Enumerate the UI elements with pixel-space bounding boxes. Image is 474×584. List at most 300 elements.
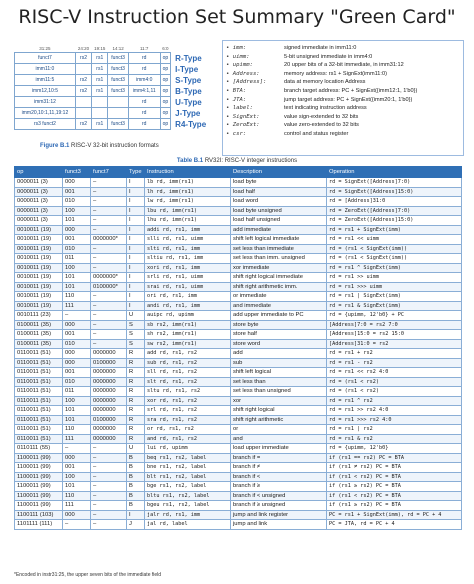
format-field: op <box>160 53 171 64</box>
legend-definition: signed immediate in imm11:0 <box>284 45 357 51</box>
table-row <box>15 178 462 188</box>
table-cell: R <box>127 387 145 397</box>
table-cell: shift left logical immediate <box>231 235 327 245</box>
table-cell: sll rd, rs1, rs2 <box>145 368 231 378</box>
table-cell: rd = [Address]31:0 <box>327 197 462 207</box>
legend-term: • label: <box>226 105 253 112</box>
table-cell: I <box>127 273 145 283</box>
table-cell: rd = rs1 & rs2 <box>327 434 462 444</box>
table-cell: branch if < unsigned <box>231 491 327 501</box>
legend-definition: text indicating instruction address <box>284 105 367 112</box>
table-cell: rd = rs1 >> rs2 4:0 <box>327 406 462 416</box>
table-row <box>15 339 462 349</box>
table-row <box>15 453 462 463</box>
legend-entry <box>226 130 460 139</box>
format-field: rd <box>128 64 160 75</box>
table-cell: 0110011 (51) <box>15 358 63 368</box>
table-cell: 000 <box>63 453 91 463</box>
table-cell: bne rs1, rs2, label <box>145 463 231 473</box>
table-cell: blt rs1, rs2, label <box>145 472 231 482</box>
table-cell: rd = {upimm, 12'b0} <box>327 444 462 454</box>
table-cell: 110 <box>63 425 91 435</box>
table-cell: B <box>127 453 145 463</box>
table-cell: slti rd, rs1, imm <box>145 244 231 254</box>
table-cell: 000 <box>63 320 91 330</box>
table-cell: lbu rd, imm(rs1) <box>145 206 231 216</box>
table-cell: 111 <box>63 501 91 511</box>
format-type-label: R4-Type <box>175 119 207 129</box>
format-field: rs2 <box>75 86 91 97</box>
table-cell: I <box>127 225 145 235</box>
format-field: rd <box>128 108 160 119</box>
table-cell: – <box>91 463 127 473</box>
table-row <box>15 320 462 330</box>
formats-caption-label: Figure B.1 <box>40 143 70 149</box>
table-cell: 101 <box>63 282 91 292</box>
table-cell: 0000000 <box>91 387 127 397</box>
table-row <box>15 235 462 245</box>
table-row <box>15 311 462 321</box>
table-cell: 110 <box>63 491 91 501</box>
table-cell: 100 <box>63 206 91 216</box>
table-cell: 000 <box>63 225 91 235</box>
format-row <box>15 75 216 86</box>
column-header: Instruction <box>145 167 231 178</box>
table-row <box>15 415 462 425</box>
column-header: Type <box>127 167 145 178</box>
legend-definition: memory address: rs1 + SignExt(imm11:0) <box>284 70 387 77</box>
table-cell: 011 <box>63 254 91 264</box>
table-cell: – <box>63 311 91 321</box>
table-cell: jump and link register <box>231 510 327 520</box>
table-cell: I <box>127 178 145 188</box>
table-cell: or rd, rs1, rs2 <box>145 425 231 435</box>
table-cell: PC = JTA, rd = PC + 4 <box>327 520 462 530</box>
table-cell: B <box>127 472 145 482</box>
table-cell: 0010011 (19) <box>15 301 63 311</box>
bit-position-label: 6:0 <box>162 46 169 51</box>
table-cell: 0000000 <box>91 349 127 359</box>
table-cell: 000 <box>63 178 91 188</box>
table-cell: I <box>127 197 145 207</box>
legend-entry <box>226 87 460 96</box>
table-cell: – <box>63 444 91 454</box>
table-cell: – <box>91 206 127 216</box>
table-cell: 0000000 <box>91 434 127 444</box>
table-cell: beq rs1, rs2, label <box>145 453 231 463</box>
format-row <box>15 53 216 64</box>
bit-position-label: 31:25 <box>39 46 51 51</box>
format-field: op <box>160 64 171 75</box>
table-cell: I <box>127 216 145 226</box>
format-row <box>15 108 216 119</box>
table-cell: srl rd, rs1, rs2 <box>145 406 231 416</box>
table-cell: rd = SignExt([Address]15:0) <box>327 187 462 197</box>
format-field <box>92 97 108 108</box>
table-cell: 0110111 (55) <box>15 444 63 454</box>
table-cell: I <box>127 254 145 264</box>
table-cell: 100 <box>63 263 91 273</box>
bit-position-label: 11:7 <box>140 46 149 51</box>
legend-term: • upimm: <box>226 62 253 69</box>
table-cell: rd = rs1 - rs2 <box>327 358 462 368</box>
table-cell: R <box>127 434 145 444</box>
format-field: funct3 <box>108 53 128 64</box>
table-cell: if (rs1 ≠ rs2) PC = BTA <box>327 463 462 473</box>
legend-entry <box>226 96 460 105</box>
legend-definition: 20 upper bits of a 32-bit immediate, in imm31:12 <box>284 62 404 69</box>
table-cell: rd = rs1 & SignExt(imm) <box>327 301 462 311</box>
table-cell: 000 <box>63 349 91 359</box>
table-caption <box>0 158 474 164</box>
table-cell: lui rd, upimm <box>145 444 231 454</box>
table-cell: 1100011 (99) <box>15 491 63 501</box>
format-field: funct7 <box>15 53 76 64</box>
table-row <box>15 510 462 520</box>
table-cell: I <box>127 187 145 197</box>
table-cell: rd = rs1 + SignExt(imm) <box>327 225 462 235</box>
legend-definition: value sign-extended to 32 bits <box>284 113 359 120</box>
table-cell: 0100000* <box>91 282 127 292</box>
table-cell: set less than imm. unsigned <box>231 254 327 264</box>
format-row <box>15 97 216 108</box>
format-field: funct3 <box>108 75 128 86</box>
table-row <box>15 197 462 207</box>
table-cell: – <box>91 482 127 492</box>
table-cell: 1100011 (99) <box>15 501 63 511</box>
table-cell: jump and link <box>231 520 327 530</box>
table-cell: xor immediate <box>231 263 327 273</box>
legend-term: • JTA: <box>226 96 247 103</box>
bit-position-label: 24:20 <box>77 46 90 51</box>
table-cell: – <box>91 444 127 454</box>
table-cell: lb rd, imm(rs1) <box>145 178 231 188</box>
table-cell: – <box>91 330 127 340</box>
table-cell: – <box>63 520 91 530</box>
table-row <box>15 292 462 302</box>
table-cell: if (rs1 ≥ rs2) PC = BTA <box>327 482 462 492</box>
legend-term: • Address: <box>226 70 260 77</box>
format-field <box>75 108 91 119</box>
format-field <box>75 64 91 75</box>
table-cell: 0010011 (19) <box>15 244 63 254</box>
table-cell: 0110011 (51) <box>15 387 63 397</box>
table-cell: R <box>127 406 145 416</box>
table-cell: xor rd, rs1, rs2 <box>145 396 231 406</box>
format-row <box>15 119 216 130</box>
table-row <box>15 482 462 492</box>
table-cell: sltiu rd, rs1, imm <box>145 254 231 264</box>
format-type-label: R-Type <box>175 53 202 63</box>
table-cell: and immediate <box>231 301 327 311</box>
table-cell: or <box>231 425 327 435</box>
legend-definition: data at memory location Address <box>284 79 366 86</box>
legend-entry <box>226 78 460 87</box>
table-cell: 111 <box>63 301 91 311</box>
table-cell: lw rd, imm(rs1) <box>145 197 231 207</box>
table-row <box>15 301 462 311</box>
table-cell: B <box>127 482 145 492</box>
table-cell: 100 <box>63 396 91 406</box>
table-cell: rd = rs1 | SignExt(imm) <box>327 292 462 302</box>
table-cell: 001 <box>63 235 91 245</box>
column-header: op <box>15 167 63 178</box>
table-cell: B <box>127 501 145 511</box>
table-cell: U <box>127 311 145 321</box>
table-cell: 000 <box>63 358 91 368</box>
table-cell: J <box>127 520 145 530</box>
table-row <box>15 434 462 444</box>
table-cell: 0010011 (19) <box>15 263 63 273</box>
legend-term: • BTA: <box>226 87 247 94</box>
table-cell: set less than <box>231 377 327 387</box>
table-cell: if (rs1 == rs2) PC = BTA <box>327 453 462 463</box>
table-cell: rd = rs1 >>> uimm <box>327 282 462 292</box>
format-field: imm4:1,11 <box>128 86 160 97</box>
format-type-label: B-Type <box>175 86 202 96</box>
table-cell: 101 <box>63 415 91 425</box>
table-row <box>15 491 462 501</box>
table-cell: rd = ZeroExt([Address]15:0) <box>327 216 462 226</box>
table-cell: store byte <box>231 320 327 330</box>
table-cell: I <box>127 244 145 254</box>
table-cell: set less than unsigned <box>231 387 327 397</box>
legend-definition: jump target address: PC + SignExt({imm20:1, 1'b0}) <box>284 96 413 103</box>
format-field: op <box>160 97 171 108</box>
format-field: rs1 <box>92 119 108 130</box>
table-cell: R <box>127 415 145 425</box>
table-cell: I <box>127 206 145 216</box>
table-cell: branch if ≠ <box>231 463 327 473</box>
table-cell: 0000000 <box>91 368 127 378</box>
table-cell: rd = {upimm, 12'b0} + PC <box>327 311 462 321</box>
table-cell: I <box>127 263 145 273</box>
table-cell: 1100011 (99) <box>15 453 63 463</box>
table-cell: bgeu rs1, rs2, label <box>145 501 231 511</box>
table-cell: 0100011 (35) <box>15 330 63 340</box>
format-type-label: J-Type <box>175 108 201 118</box>
table-row <box>15 358 462 368</box>
table-caption-label: Table B.1 <box>176 158 204 164</box>
table-cell: load byte unsigned <box>231 206 327 216</box>
format-field: rs1 <box>92 86 108 97</box>
table-cell: and rd, rs1, rs2 <box>145 434 231 444</box>
table-cell: branch if ≥ unsigned <box>231 501 327 511</box>
table-cell: 0010011 (19) <box>15 254 63 264</box>
bit-position-label: 19:15 <box>94 46 106 51</box>
table-cell: slli rd, rs1, uimm <box>145 235 231 245</box>
table-cell: rd = SignExt([Address]7:0) <box>327 178 462 188</box>
table-caption-text: RV32I: RISC-V integer instructions <box>204 158 298 164</box>
table-cell: 111 <box>63 434 91 444</box>
table-cell: S <box>127 339 145 349</box>
table-cell: 0010011 (19) <box>15 273 63 283</box>
format-field: rs1 <box>92 64 108 75</box>
table-cell: sub <box>231 358 327 368</box>
table-cell: srli rd, rs1, uimm <box>145 273 231 283</box>
table-cell: 0000000 <box>91 396 127 406</box>
table-cell: [Address]15:0 = rs2 15:0 <box>327 330 462 340</box>
table-cell: ori rd, rs1, imm <box>145 292 231 302</box>
table-cell: jal rd, label <box>145 520 231 530</box>
legend-definition: 5-bit unsigned immediate in imm4:0 <box>284 53 373 60</box>
format-field: rs2 <box>75 53 91 64</box>
table-cell: store word <box>231 339 327 349</box>
table-cell: – <box>91 339 127 349</box>
table-cell: R <box>127 368 145 378</box>
table-cell: 0000011 (3) <box>15 206 63 216</box>
table-cell: – <box>91 301 127 311</box>
table-cell: slt rd, rs1, rs2 <box>145 377 231 387</box>
legend-term: • ZeroExt: <box>226 122 260 129</box>
legend-entry <box>226 121 460 130</box>
legend-definition: value zero-extended to 32 bits <box>284 122 359 129</box>
table-row <box>15 263 462 273</box>
table-cell: U <box>127 444 145 454</box>
format-field: op <box>160 86 171 97</box>
table-cell: R <box>127 396 145 406</box>
table-cell: or immediate <box>231 292 327 302</box>
table-cell: 100 <box>63 472 91 482</box>
table-cell: 0110011 (51) <box>15 434 63 444</box>
table-cell: rd = (rs1 < rs2) <box>327 377 462 387</box>
table-cell: 0010011 (19) <box>15 235 63 245</box>
table-cell: 000 <box>63 510 91 520</box>
table-row <box>15 244 462 254</box>
table-cell: 0010011 (19) <box>15 225 63 235</box>
table-row <box>15 406 462 416</box>
formats-caption-text: RISC-V 32-bit instruction formats <box>71 143 159 149</box>
legend-term: • csr: <box>226 130 247 137</box>
table-cell: – <box>91 510 127 520</box>
table-cell: lh rd, imm(rs1) <box>145 187 231 197</box>
table-cell: rd = (rs1 < SignExt(imm)) <box>327 244 462 254</box>
table-row <box>15 273 462 283</box>
table-cell: 0000000* <box>91 235 127 245</box>
table-cell: shift right logical <box>231 406 327 416</box>
table-row <box>15 187 462 197</box>
table-cell: 101 <box>63 482 91 492</box>
format-field: funct3 <box>108 119 128 130</box>
table-cell: – <box>91 311 127 321</box>
format-field: rd <box>128 53 160 64</box>
table-cell: 0000011 (3) <box>15 178 63 188</box>
table-cell: 1100011 (99) <box>15 472 63 482</box>
table-row <box>15 216 462 226</box>
table-cell: 0110011 (51) <box>15 377 63 387</box>
format-field: imm4:0 <box>128 75 160 86</box>
column-header: funct7 <box>91 167 127 178</box>
table-cell: 0100011 (35) <box>15 339 63 349</box>
table-cell: – <box>91 225 127 235</box>
format-field <box>108 108 128 119</box>
legend-entry <box>226 104 460 113</box>
table-row <box>15 206 462 216</box>
table-cell: sub rd, rs1, rs2 <box>145 358 231 368</box>
table-row <box>15 501 462 511</box>
column-header: Operation <box>327 167 462 178</box>
table-cell: 0110011 (51) <box>15 425 63 435</box>
format-field: rs2 <box>75 75 91 86</box>
table-cell: I <box>127 235 145 245</box>
format-field: imm20,10:1,11,19:12 <box>15 108 76 119</box>
format-type-label: S-Type <box>175 75 202 85</box>
table-cell: 010 <box>63 197 91 207</box>
table-cell: – <box>91 292 127 302</box>
column-header: Description <box>231 167 327 178</box>
table-cell: 0110011 (51) <box>15 349 63 359</box>
legend-definition: control and status register <box>284 130 349 137</box>
table-row <box>15 520 462 530</box>
table-cell: 0110011 (51) <box>15 396 63 406</box>
table-cell: PC = rs1 + SignExt(imm), rd = PC + 4 <box>327 510 462 520</box>
table-cell: if (rs1 < rs2) PC = BTA <box>327 491 462 501</box>
table-cell: 110 <box>63 292 91 302</box>
table-cell: – <box>91 501 127 511</box>
table-cell: and <box>231 434 327 444</box>
format-field <box>108 97 128 108</box>
legend-term: • SignExt: <box>226 113 260 120</box>
legend-definition: branch target address: PC + SignExt({imm12:1, 1'b0}) <box>284 87 418 94</box>
table-cell: addi rd, rs1, imm <box>145 225 231 235</box>
table-cell: rd = rs1 | rs2 <box>327 425 462 435</box>
table-cell: 0100011 (35) <box>15 320 63 330</box>
table-cell: R <box>127 349 145 359</box>
table-cell: I <box>127 282 145 292</box>
footnote: *Encoded in instr31:25, the upper seven bits of the immediate field <box>14 572 162 578</box>
table-cell: 101 <box>63 406 91 416</box>
table-cell: xor <box>231 396 327 406</box>
table-cell: branch if ≥ <box>231 482 327 492</box>
table-cell: 0110011 (51) <box>15 406 63 416</box>
format-row <box>15 86 216 97</box>
table-cell: 0100000 <box>91 415 127 425</box>
table-cell: 011 <box>63 387 91 397</box>
table-row <box>15 463 462 473</box>
table-cell: 101 <box>63 273 91 283</box>
table-cell: sb rs2, imm(rs1) <box>145 320 231 330</box>
table-row <box>15 330 462 340</box>
table-row <box>15 349 462 359</box>
table-cell: R <box>127 425 145 435</box>
legend-entry <box>226 61 460 70</box>
table-cell: shift right arithmetic imm. <box>231 282 327 292</box>
table-cell: 1100011 (99) <box>15 482 63 492</box>
table-row <box>15 282 462 292</box>
column-header: funct3 <box>63 167 91 178</box>
legend-entry <box>226 70 460 79</box>
format-field: rs1 <box>92 75 108 86</box>
bit-position-label: 14:12 <box>112 46 124 51</box>
table-cell: bltu rs1, rs2, label <box>145 491 231 501</box>
table-cell: sra rd, rs1, rs2 <box>145 415 231 425</box>
table-cell: 010 <box>63 377 91 387</box>
table-cell: sltu rd, rs1, rs2 <box>145 387 231 397</box>
format-field: op <box>160 108 171 119</box>
format-field: imm12,10:5 <box>15 86 76 97</box>
table-cell: jalr rd, rs1, imm <box>145 510 231 520</box>
table-cell: – <box>91 187 127 197</box>
table-cell: 1100111 (103) <box>15 510 63 520</box>
table-cell: rd = rs1 + rs2 <box>327 349 462 359</box>
table-cell: – <box>91 254 127 264</box>
table-cell: xori rd, rs1, imm <box>145 263 231 273</box>
table-cell: 0000000 <box>91 425 127 435</box>
table-cell: – <box>91 320 127 330</box>
table-cell: if (rs1 ≥ rs2) PC = BTA <box>327 501 462 511</box>
table-cell: if (rs1 < rs2) PC = BTA <box>327 472 462 482</box>
formats-caption <box>40 143 159 149</box>
